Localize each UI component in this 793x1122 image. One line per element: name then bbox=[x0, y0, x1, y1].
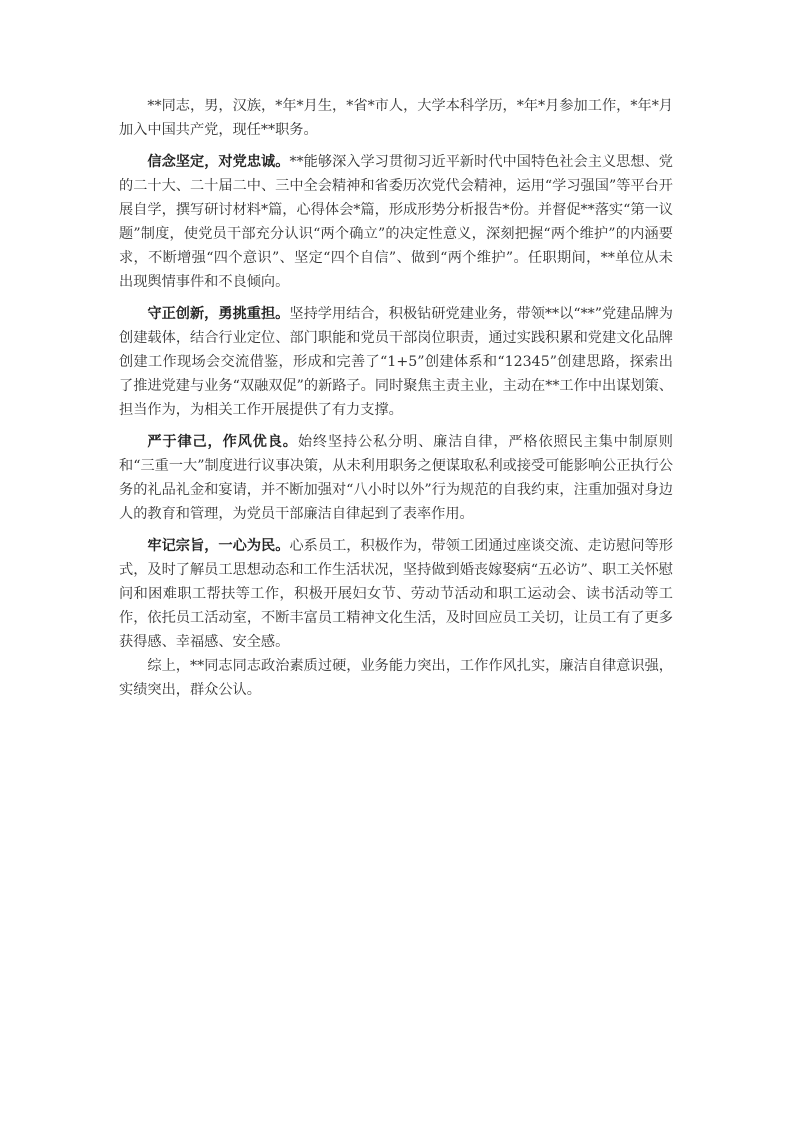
paragraph-text: 心系员工，积极作为，带领工团通过座谈交流、走访慰问等形式，及时了解员工思想动态和工作生活状况，坚持做到婚丧嫁娶病“五必访”、职工关怀慰问和困难职工帮扶等工作，积极开展妇女节、劳动节活动和职工运动会、读书活动等工作，依托员工活动室，不断丰富员工精神文化生活，及时回应员工关切，让员工有了更多获得感、幸福感、安全感。 bbox=[119, 538, 673, 650]
paragraph-text: **能够深入学习贯彻习近平新时代中国特色社会主义思想、党的二十大、二十届二中、三中全会精神和省委历次党代会精神，运用“学习强国”等平台开展自学，撰写研讨材料*篇，心得体会*篇，形成形势分析报告*份。并督促**落实“第一议题”制度，使党员干部充分认识“两个确立”的决定性意义，深刻把握“两个维护”的内涵要求，不断增强“四个意识”、坚定“四个自信”、做到“两个维护”。任职期间，**单位从未出现舆情事件和不良倾向。 bbox=[119, 154, 673, 290]
paragraph-heading: 牢记宗旨，一心为民。 bbox=[147, 538, 290, 554]
paragraph-text: **同志，男，汉族，*年*月生，*省*市人，大学本科学历，*年*月参加工作，*年*月加入中国共产党，现任**职务。 bbox=[119, 98, 673, 138]
paragraph-text: 坚持学用结合，积极钻研党建业务，带领**以“**”党建品牌为创建载体，结合行业定位、部门职能和党员干部岗位职责，通过实践积累和党建文化品牌创建工作现场会交流借鉴，形成和完善了“1+5”创建体系和“12345”创建思路，探索出了推进党建与业务“双融双促”的新路子。同时聚焦主责主业，主动在**工作中出谋划策、担当作为，为相关工作开展提供了有力支撑。 bbox=[119, 306, 673, 418]
intro-paragraph bbox=[119, 94, 673, 142]
paragraph-text: 综上，**同志同志政治素质过硬，业务能力突出，工作作风扎实，廉洁自律意识强，实绩突出，群众公认。 bbox=[119, 658, 673, 698]
paragraph-heading: 严于律己，作风优良。 bbox=[147, 434, 298, 450]
people-paragraph bbox=[119, 534, 673, 654]
paragraph-heading: 守正创新，勇挑重担。 bbox=[147, 306, 290, 322]
summary-paragraph bbox=[119, 654, 673, 702]
paragraph-heading: 信念坚定，对党忠诚。 bbox=[147, 154, 290, 170]
innovation-paragraph bbox=[119, 302, 673, 422]
paragraph-text: 始终坚持公私分明、廉洁自律，严格依照民主集中制原则和“三重一大”制度进行议事决策，从未利用职务之便谋取私利或接受可能影响公正执行公务的礼品礼金和宴请，并不断加强对“八小时以外”行为规范的自我约束，注重加强对身边人的教育和管理，为党员干部廉洁自律起到了表率作用。 bbox=[119, 434, 673, 522]
discipline-paragraph bbox=[119, 430, 673, 526]
document-body bbox=[119, 94, 673, 702]
loyalty-paragraph bbox=[119, 150, 673, 294]
